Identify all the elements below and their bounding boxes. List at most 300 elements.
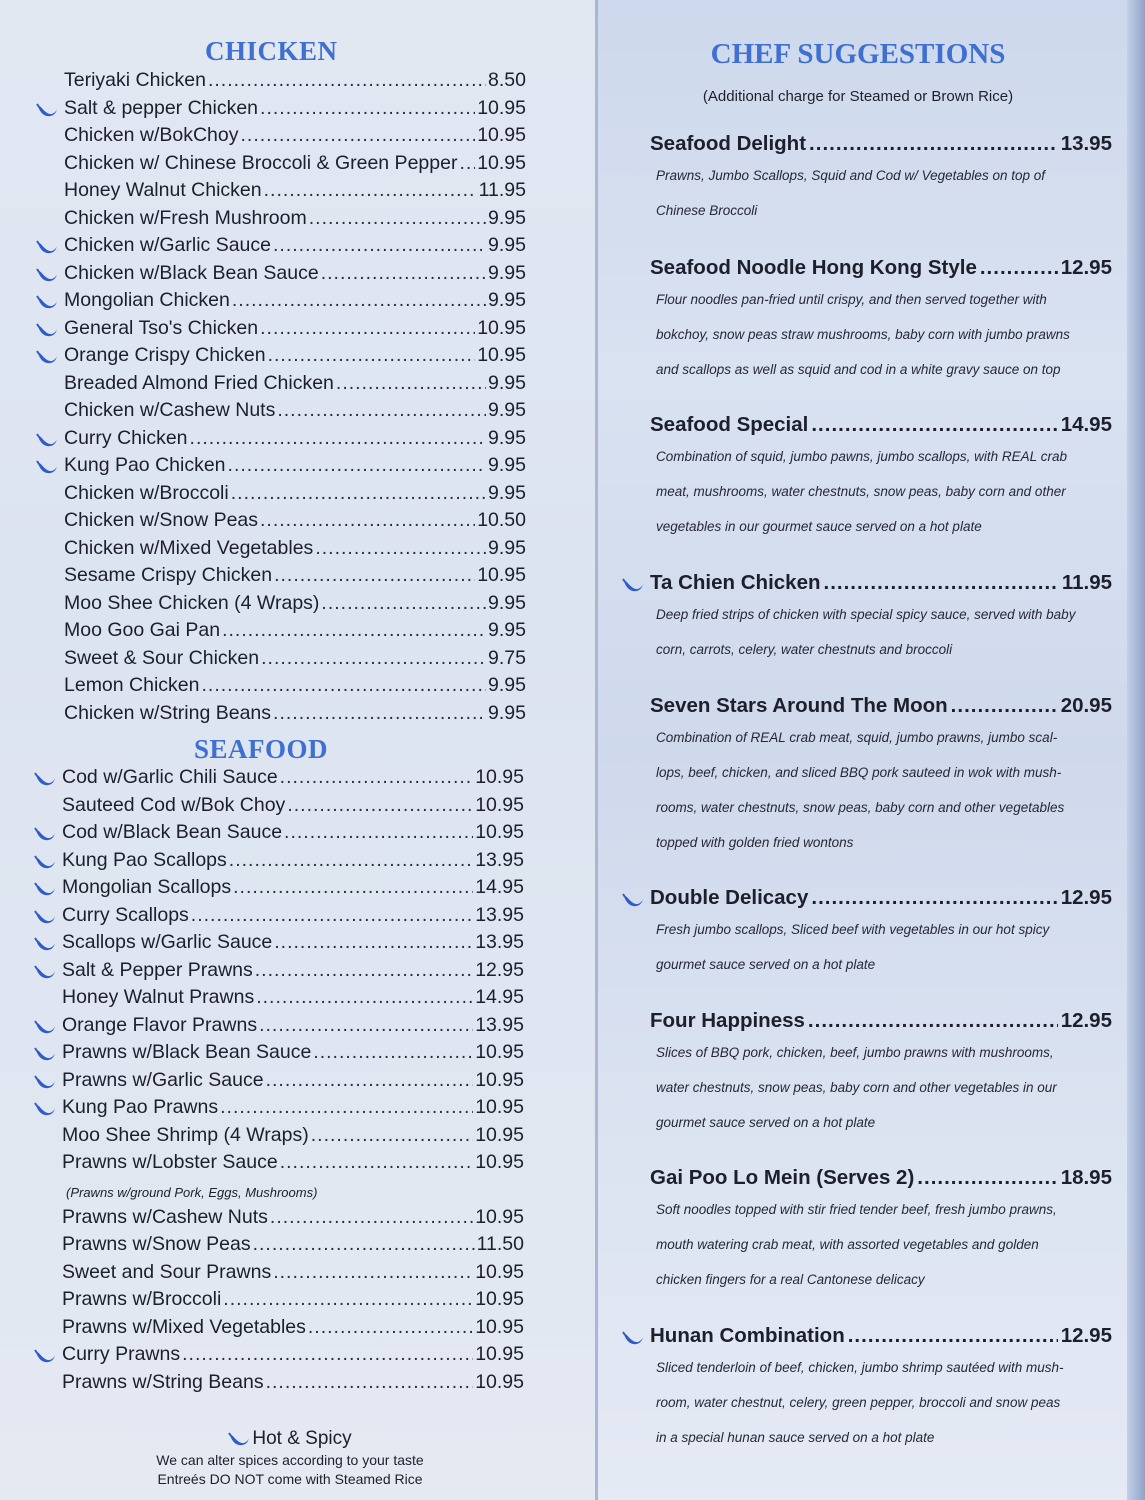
- menu-item: [34, 1069, 524, 1097]
- chef-special: [622, 694, 1112, 860]
- menu-item: [34, 1124, 524, 1152]
- special-heading: [622, 694, 1112, 718]
- special-name: Gai Poo Lo Mein (Serves 2): [650, 1166, 915, 1189]
- leader-dots: [311, 1124, 473, 1147]
- leader-dots: [273, 702, 486, 725]
- item-name: Prawns w/Garlic Sauce: [62, 1068, 264, 1091]
- item-price: 9.95: [488, 591, 526, 614]
- item-name: Curry Prawns: [62, 1343, 181, 1365]
- chili-pepper-icon: [36, 350, 58, 364]
- item-name: Kung Pao Chicken: [64, 454, 226, 476]
- menu-item: [34, 986, 524, 1014]
- menu-item: [34, 959, 524, 987]
- item-price: 10.50: [477, 509, 526, 531]
- leader-dots: [232, 289, 486, 312]
- leader-dots: [811, 886, 1057, 910]
- item-price: 11.95: [478, 179, 526, 201]
- item-price: 9.95: [488, 371, 526, 394]
- special-price: 12.95: [1060, 256, 1112, 279]
- leader-dots: [280, 766, 474, 789]
- description-line: Sliced tenderloin of beef, chicken, jumbo shrimp sautéed with mush-: [656, 1360, 1064, 1375]
- spicy-legend: [60, 1428, 520, 1489]
- item-price: 10.95: [477, 316, 526, 339]
- menu-item: [36, 399, 526, 427]
- item-price: 10.95: [475, 821, 524, 843]
- leader-dots: [980, 256, 1058, 280]
- description-line: Flour noodles pan-fried until crispy, and then served together with: [656, 292, 1047, 307]
- item-price: 10.95: [475, 1315, 524, 1338]
- menu-item: [34, 931, 524, 959]
- special-description: [622, 912, 1112, 982]
- item-name: General Tso's Chicken: [64, 316, 259, 339]
- item-price: 9.95: [488, 289, 526, 311]
- item-name: Curry Chicken: [64, 426, 188, 449]
- chili-pepper-icon: [34, 1102, 56, 1116]
- item-name: Teriyaki Chicken: [64, 69, 206, 91]
- item-price: 9.95: [488, 206, 526, 229]
- leader-dots: [284, 821, 473, 844]
- item-name: Orange Crispy Chicken: [64, 344, 266, 366]
- chili-pepper-icon: [36, 103, 58, 117]
- description-line: Deep fried strips of chicken with special spicy sauce, served with baby: [656, 607, 1076, 622]
- leader-dots: [266, 1371, 474, 1394]
- item-price: 9.95: [488, 261, 526, 284]
- item-price: 10.95: [477, 151, 526, 174]
- description-line: mouth watering crab meat, with assorted vegetables and golden: [656, 1237, 1039, 1252]
- description-line: vegetables in our gourmet sauce served on a hot plate: [656, 519, 982, 534]
- page-edge: [1127, 0, 1145, 1500]
- description-line: topped with golden fried wontons: [656, 835, 854, 850]
- item-name: Chicken w/Snow Peas: [64, 509, 259, 531]
- leader-dots: [321, 262, 486, 285]
- seafood-title: SEAFOOD: [194, 734, 329, 764]
- leader-dots: [208, 69, 486, 92]
- item-name: Kung Pao Scallops: [62, 848, 227, 871]
- special-price: 13.95: [1060, 132, 1112, 155]
- description-line: lops, beef, chicken, and sliced BBQ pork sauteed in wok with mush-: [656, 765, 1062, 780]
- special-price: 14.95: [1060, 413, 1112, 436]
- leader-dots: [280, 1151, 473, 1174]
- leader-dots: [917, 1166, 1057, 1190]
- chili-pepper-icon: [34, 1349, 56, 1363]
- menu-item: [34, 1316, 524, 1344]
- legend-line-2: Entreés DO NOT come with Steamed Rice: [157, 1471, 423, 1487]
- menu-item: [34, 1206, 524, 1234]
- description-line: Combination of squid, jumbo pawns, jumbo scallops, with REAL crab: [656, 449, 1067, 464]
- item-price: 9.95: [488, 481, 526, 504]
- special-name: Seafood Delight: [650, 132, 807, 155]
- description-line: gourmet sauce served on a hot plate: [656, 1115, 876, 1130]
- leader-dots: [241, 124, 476, 147]
- leader-dots: [261, 647, 486, 670]
- item-name: Moo Shee Chicken (4 Wraps): [64, 591, 320, 614]
- special-name: Seven Stars Around The Moon: [650, 694, 948, 717]
- item-name: Moo Goo Gai Pan: [64, 619, 221, 641]
- chef-special: [622, 132, 1112, 228]
- item-name: Prawns w/Black Bean Sauce: [62, 1041, 312, 1063]
- special-name: Ta Chien Chicken: [650, 571, 821, 594]
- item-name: Mongolian Scallops: [62, 876, 232, 898]
- item-price: 10.95: [477, 124, 526, 146]
- chili-pepper-icon: [622, 1331, 644, 1345]
- chef-special: [622, 413, 1112, 544]
- item-price: 10.95: [475, 1260, 524, 1283]
- menu-item: [34, 1096, 524, 1124]
- special-price: 20.95: [1060, 694, 1112, 717]
- chili-pepper-icon: [34, 855, 56, 869]
- menu-item: [34, 1041, 524, 1069]
- item-name: Prawns w/Mixed Vegetables: [62, 1315, 306, 1338]
- menu-item: [36, 317, 526, 345]
- item-price: 8.50: [488, 69, 526, 91]
- leader-dots: [274, 931, 473, 954]
- menu-item: [34, 1371, 524, 1399]
- special-name: Hunan Combination: [650, 1324, 845, 1347]
- item-price: 10.95: [475, 1288, 524, 1310]
- chili-pepper-icon: [34, 882, 56, 896]
- menu-item: [34, 766, 524, 794]
- leader-dots: [260, 97, 475, 120]
- item-name: Prawns w/Cashew Nuts: [62, 1205, 268, 1228]
- description-line: Fresh jumbo scallops, Sliced beef with vegetables in our hot spicy: [656, 922, 1050, 937]
- item-price: 9.95: [488, 536, 526, 559]
- seafood-list: [34, 766, 524, 1398]
- special-heading: [622, 1009, 1112, 1033]
- special-heading: [622, 1324, 1112, 1348]
- item-price: 13.95: [475, 848, 524, 871]
- chili-pepper-icon: [34, 965, 56, 979]
- leader-dots: [336, 372, 486, 395]
- leader-dots: [321, 592, 486, 615]
- item-name: Sesame Crispy Chicken: [64, 564, 273, 586]
- menu-item: [36, 344, 526, 372]
- description-line: in a special hunan sauce served on a hot plate: [656, 1430, 935, 1445]
- item-name: Honey Walnut Prawns: [62, 986, 255, 1008]
- item-name: Chicken w/Mixed Vegetables: [64, 536, 314, 559]
- leader-dots: [222, 619, 486, 642]
- menu-item: [34, 1288, 524, 1316]
- special-name: Seafood Noodle Hong Kong Style: [650, 256, 977, 279]
- menu-item: [34, 794, 524, 822]
- chili-pepper-icon: [34, 937, 56, 951]
- item-name: Chicken w/String Beans: [64, 701, 272, 724]
- menu-item: [34, 1343, 524, 1371]
- leader-dots: [287, 794, 473, 817]
- menu-item: [34, 876, 524, 904]
- leader-dots: [253, 1233, 475, 1256]
- leader-dots: [228, 454, 487, 477]
- chef-special: [622, 571, 1112, 667]
- chili-pepper-icon: [34, 772, 56, 786]
- menu-item: [36, 152, 526, 180]
- chef-special: [622, 1009, 1112, 1140]
- special-description: [622, 1192, 1112, 1297]
- chili-pepper-icon: [34, 1020, 56, 1034]
- leader-dots: [951, 694, 1058, 718]
- chicken-title: CHICKEN: [205, 36, 338, 66]
- leader-dots: [268, 344, 476, 367]
- item-price: 9.95: [488, 701, 526, 724]
- item-name: Chicken w/Fresh Mushroom: [64, 206, 307, 229]
- item-name: Chicken w/ Chinese Broccoli & Green Pepper: [64, 151, 458, 174]
- description-line: chicken fingers for a real Cantonese delicacy: [656, 1272, 925, 1287]
- item-name: Salt & Pepper Prawns: [62, 958, 253, 981]
- chili-pepper-icon: [34, 1047, 56, 1061]
- special-description: [622, 282, 1112, 387]
- item-name: Salt & pepper Chicken: [64, 96, 259, 119]
- description-line: room, water chestnut, celery, green pepper, broccoli and snow peas: [656, 1395, 1061, 1410]
- leader-dots: [260, 509, 475, 532]
- menu-item: [34, 1151, 524, 1179]
- item-price: 10.95: [475, 1205, 524, 1228]
- leader-dots: [190, 427, 487, 450]
- menu-item: [34, 821, 524, 849]
- chili-pepper-icon: [36, 240, 58, 254]
- leader-dots: [459, 152, 475, 175]
- leader-dots: [309, 207, 486, 230]
- item-price: 13.95: [475, 903, 524, 926]
- leader-dots: [266, 1069, 474, 1092]
- item-price: 10.95: [475, 793, 524, 816]
- item-price: 13.95: [475, 1013, 524, 1036]
- chili-pepper-icon: [228, 1432, 250, 1446]
- menu-item: [34, 849, 524, 877]
- special-description: [622, 158, 1112, 228]
- menu-item: [36, 482, 526, 510]
- leader-dots: [231, 482, 486, 505]
- item-name: Chicken w/Broccoli: [64, 481, 229, 504]
- special-name: Seafood Special: [650, 413, 809, 436]
- leader-dots: [182, 1343, 473, 1366]
- description-line: and scallops as well as squid and cod in a white gravy sauce on top: [656, 362, 1061, 377]
- special-price: 12.95: [1060, 1324, 1112, 1347]
- description-line: Slices of BBQ pork, chicken, beef, jumbo prawns with mushrooms,: [656, 1045, 1054, 1060]
- item-name: Sweet & Sour Chicken: [64, 646, 260, 669]
- leader-dots: [848, 1324, 1058, 1348]
- item-price: 11.50: [476, 1233, 524, 1255]
- chef-special: [622, 256, 1112, 387]
- chili-pepper-icon: [34, 1075, 56, 1089]
- item-price: 12.95: [475, 958, 524, 981]
- menu-item: [36, 262, 526, 290]
- item-name: Chicken w/Cashew Nuts: [64, 399, 276, 421]
- leader-dots: [223, 1288, 473, 1311]
- leader-dots: [270, 1206, 473, 1229]
- item-price: 10.95: [477, 564, 526, 586]
- item-price: 14.95: [475, 876, 524, 898]
- chili-pepper-icon: [34, 910, 56, 924]
- item-name: Cod w/Garlic Chili Sauce: [62, 766, 278, 788]
- menu-item: [36, 674, 526, 702]
- item-price: 10.95: [475, 1370, 524, 1393]
- special-price: 12.95: [1060, 1009, 1112, 1032]
- special-name: Double Delicacy: [650, 886, 809, 909]
- special-description: [622, 1350, 1112, 1455]
- item-name: Scallops w/Garlic Sauce: [62, 931, 273, 953]
- item-price: 10.95: [477, 96, 526, 119]
- special-heading: [622, 132, 1112, 156]
- item-price: 13.95: [475, 931, 524, 953]
- leader-dots: [255, 959, 473, 982]
- menu-item: [36, 124, 526, 152]
- menu-item: [36, 454, 526, 482]
- item-name: Cod w/Black Bean Sauce: [62, 821, 283, 843]
- item-price: 10.95: [475, 1041, 524, 1063]
- menu-item: [36, 509, 526, 537]
- chili-pepper-icon: [34, 827, 56, 841]
- item-name: Prawns w/Snow Peas: [62, 1233, 251, 1255]
- menu-item: [36, 592, 526, 620]
- description-line: water chestnuts, snow peas, baby corn and other vegetables in our: [656, 1080, 1057, 1095]
- leader-dots: [308, 1316, 473, 1339]
- special-description: [622, 439, 1112, 544]
- chili-pepper-icon: [622, 893, 644, 907]
- item-price: 10.95: [475, 766, 524, 788]
- item-name: Kung Pao Prawns: [62, 1096, 219, 1118]
- menu-item: [34, 1233, 524, 1261]
- item-name: Chicken w/Black Bean Sauce: [64, 261, 319, 284]
- chef-special: [622, 886, 1112, 982]
- menu-item: [36, 69, 526, 97]
- leader-dots: [809, 132, 1058, 156]
- item-price: 9.95: [488, 426, 526, 449]
- description-line: gourmet sauce served on a hot plate: [656, 957, 876, 972]
- leader-dots: [273, 234, 486, 257]
- chili-pepper-icon: [36, 295, 58, 309]
- item-price: 10.95: [475, 1123, 524, 1146]
- leader-dots: [233, 876, 473, 899]
- chef-suggestions-subtitle: (Additional charge for Steamed or Brown Rice): [702, 88, 1014, 105]
- leader-dots: [191, 904, 473, 927]
- legend-label: Hot & Spicy: [252, 1428, 352, 1449]
- description-line: Prawns, Jumbo Scallops, Squid and Cod w/ Vegetables on top of: [656, 168, 1045, 183]
- item-name: Sauteed Cod w/Bok Choy: [62, 793, 286, 816]
- item-name: Prawns w/Lobster Sauce: [62, 1151, 278, 1173]
- item-price: 9.95: [488, 234, 526, 256]
- menu-item: [34, 904, 524, 932]
- item-price: 14.95: [475, 986, 524, 1008]
- menu-item: [36, 289, 526, 317]
- item-name: Honey Walnut Chicken: [64, 179, 262, 201]
- menu-item: [34, 1014, 524, 1042]
- chili-pepper-icon: [36, 433, 58, 447]
- menu-item: [36, 537, 526, 565]
- item-name: Lemon Chicken: [64, 674, 200, 696]
- leader-dots: [256, 986, 473, 1009]
- special-price: 12.95: [1060, 886, 1112, 909]
- item-name: Moo Shee Shrimp (4 Wraps): [62, 1123, 309, 1146]
- description-line: meat, mushrooms, water chestnuts, snow peas, baby corn and other: [656, 484, 1066, 499]
- chicken-list: [36, 69, 526, 729]
- item-price: 9.95: [488, 399, 526, 421]
- special-heading: [622, 886, 1112, 910]
- leader-dots: [277, 399, 486, 422]
- item-price: 9.95: [488, 454, 526, 476]
- item-name: Prawns w/String Beans: [62, 1370, 264, 1393]
- special-heading: [622, 1166, 1112, 1190]
- chili-pepper-icon: [36, 323, 58, 337]
- leader-dots: [229, 849, 473, 872]
- special-description: [622, 720, 1112, 860]
- chili-pepper-icon: [36, 268, 58, 282]
- special-price: 18.95: [1060, 1166, 1112, 1189]
- chef-special: [622, 1166, 1112, 1297]
- menu-item: [36, 234, 526, 262]
- item-price: 9.95: [488, 674, 526, 696]
- chef-special: [622, 1324, 1112, 1455]
- special-heading: [622, 571, 1112, 595]
- item-name: Sweet and Sour Prawns: [62, 1260, 272, 1283]
- menu-item: [34, 1261, 524, 1289]
- item-name: Curry Scallops: [62, 903, 189, 926]
- legend-line-1: We can alter spices according to your taste: [156, 1452, 424, 1468]
- leader-dots: [811, 413, 1057, 437]
- item-name: Orange Flavor Prawns: [62, 1013, 258, 1036]
- item-name: Chicken w/BokChoy: [64, 124, 239, 146]
- leader-dots: [260, 317, 475, 340]
- menu-item: [36, 427, 526, 455]
- menu-item: [36, 372, 526, 400]
- menu-item: [36, 179, 526, 207]
- chef-suggestions-title: CHEF SUGGESTIONS: [710, 38, 1006, 70]
- description-line: Soft noodles topped with stir fried tender beef, fresh jumbo prawns,: [656, 1202, 1057, 1217]
- special-description: [622, 597, 1112, 667]
- item-price: 10.95: [477, 344, 526, 366]
- item-name: Mongolian Chicken: [64, 289, 230, 311]
- item-price: 10.95: [475, 1068, 524, 1091]
- item-price: 10.95: [475, 1151, 524, 1173]
- leader-dots: [315, 537, 486, 560]
- menu-item: [36, 97, 526, 125]
- item-name: Prawns w/Broccoli: [62, 1288, 222, 1310]
- chili-pepper-icon: [36, 460, 58, 474]
- leader-dots: [273, 1261, 473, 1284]
- column-divider: [595, 0, 598, 1500]
- description-line: Combination of REAL crab meat, squid, jumbo prawns, jumbo scal-: [656, 730, 1058, 745]
- special-heading: [622, 413, 1112, 437]
- item-note: (Prawns w/ground Pork, Eggs, Mushrooms): [66, 1184, 318, 1200]
- special-description: [622, 1035, 1112, 1140]
- leader-dots: [313, 1041, 473, 1064]
- special-name: Four Happiness: [650, 1009, 805, 1032]
- menu-item: [36, 207, 526, 235]
- item-name: Chicken w/Garlic Sauce: [64, 234, 271, 256]
- leader-dots: [274, 564, 475, 587]
- item-price: 10.95: [475, 1096, 524, 1118]
- special-price: 11.95: [1061, 571, 1112, 594]
- leader-dots: [202, 674, 487, 697]
- item-price: 9.75: [488, 646, 526, 669]
- leader-dots: [259, 1014, 473, 1037]
- item-price: 10.95: [475, 1343, 524, 1365]
- description-line: corn, carrots, celery, water chestnuts and broccoli: [656, 642, 953, 657]
- item-name: Breaded Almond Fried Chicken: [64, 371, 334, 394]
- menu-item: [36, 702, 526, 730]
- chili-pepper-icon: [622, 578, 644, 592]
- description-line: bokchoy, snow peas straw mushrooms, baby corn with jumbo prawns: [656, 327, 1070, 342]
- leader-dots: [220, 1096, 473, 1119]
- menu-item: [36, 647, 526, 675]
- leader-dots: [264, 179, 477, 202]
- leader-dots: [808, 1009, 1058, 1033]
- leader-dots: [824, 571, 1059, 595]
- description-line: Chinese Broccoli: [656, 203, 758, 218]
- menu-item: [36, 619, 526, 647]
- special-heading: [622, 256, 1112, 280]
- item-price: 9.95: [488, 619, 526, 641]
- description-line: rooms, water chestnuts, snow peas, baby corn and other vegetables: [656, 800, 1065, 815]
- menu-item: [36, 564, 526, 592]
